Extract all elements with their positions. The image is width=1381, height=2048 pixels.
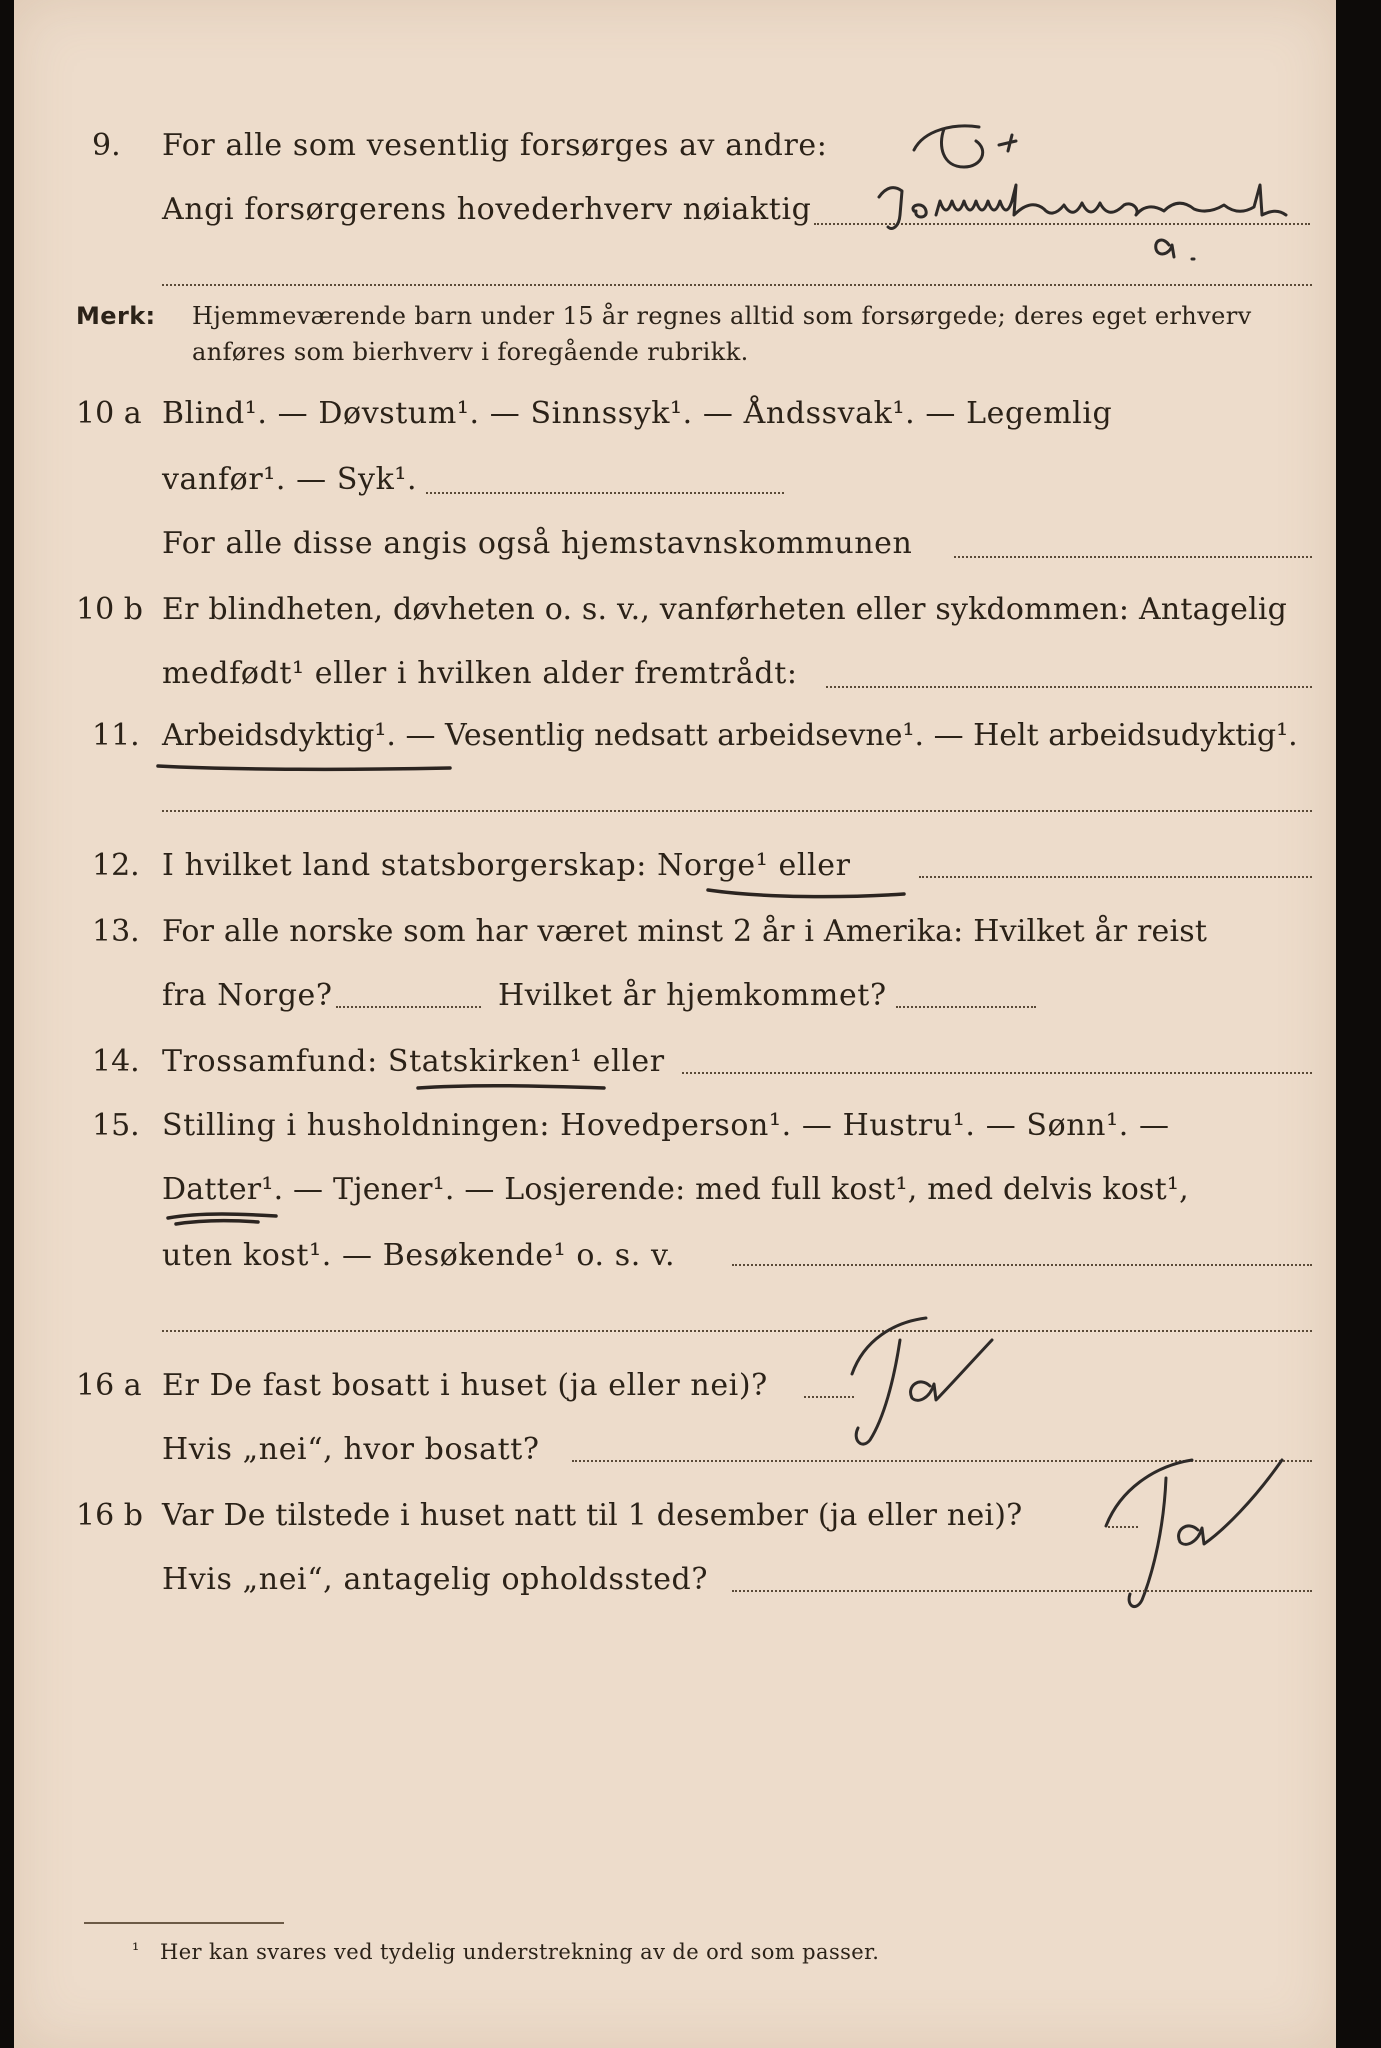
q13-departure-line[interactable] — [336, 1006, 481, 1008]
q13-line2a: fra Norge? — [162, 978, 333, 1013]
q11-number: 11. — [92, 718, 140, 753]
q14-line1: Trossamfund: Statskirken¹ eller — [162, 1044, 665, 1079]
q15-line2: Datter¹. — Tjener¹. — Losjerende: med full kost¹, med delvis kost¹, — [162, 1172, 1189, 1207]
q9-line1: For alle som vesentlig forsørges av andre: — [162, 128, 828, 163]
q16b-line2: Hvis „nei“, antagelig opholdssted? — [162, 1562, 709, 1597]
q15-number: 15. — [92, 1108, 140, 1143]
q9-line2: Angi forsørgerens hovederhverv nøiaktig — [162, 192, 812, 227]
q15-underline-datter — [162, 1206, 282, 1230]
q16b-number: 16 b — [76, 1498, 143, 1533]
q12-answer-line[interactable] — [919, 876, 1312, 878]
q14-underline-statskirken — [414, 1080, 614, 1100]
note-line2: anføres som bierhverv i foregående rubrikk. — [192, 338, 749, 366]
q10b-answer-line[interactable] — [826, 686, 1312, 688]
q16a-line1: Er De fast bosatt i huset (ja eller nei)? — [162, 1368, 768, 1403]
q16b-line1: Var De tilstede i huset natt til 1 desember (ja eller nei)? — [162, 1498, 1023, 1533]
q10b-line1: Er blindheten, døvheten o. s. v., vanførheten eller sykdommen: Antagelig — [162, 592, 1288, 627]
footnote-rule — [84, 1922, 284, 1924]
q9-number: 9. — [92, 128, 121, 163]
q13-return-line[interactable] — [896, 1006, 1036, 1008]
q15-line3: uten kost¹. — Besøkende¹ o. s. v. — [162, 1238, 676, 1273]
q14-answer-line[interactable] — [682, 1072, 1312, 1074]
q9-handwritten-occupation — [874, 175, 1334, 285]
q11-underline-arbeidsdyktig — [154, 758, 464, 778]
footnote-text: Her kan svares ved tydelig understrekning av de ord som passer. — [160, 1940, 880, 1964]
q13-line1: For alle norske som har været minst 2 år i Amerika: Hvilket år reist — [162, 914, 1208, 949]
note-line1: Hjemmeværende barn under 15 år regnes alltid som forsørgede; deres eget erhverv — [192, 302, 1252, 330]
q10b-number: 10 b — [76, 592, 143, 627]
census-form-page — [14, 0, 1336, 2048]
q15-extra-line[interactable] — [162, 1330, 1312, 1332]
q16a-number: 16 a — [76, 1368, 142, 1403]
q13-number: 13. — [92, 914, 140, 949]
q16b-whereabouts-line[interactable] — [732, 1590, 1312, 1592]
q10a-line2: vanfør¹. — Syk¹. — [162, 462, 418, 497]
q12-line1: I hvilket land statsborgerskap: Norge¹ eller — [162, 848, 851, 883]
q15-answer-line[interactable] — [732, 1264, 1312, 1266]
q16a-handwritten-answer — [834, 1300, 1014, 1450]
q10a-answer-line[interactable] — [426, 492, 784, 494]
q13-line2b: Hvilket år hjemkommet? — [498, 978, 887, 1013]
q14-number: 14. — [92, 1044, 140, 1079]
q10a-line1: Blind¹. — Døvstum¹. — Sinnssyk¹. — Åndssvak¹. — Legemlig — [162, 396, 1113, 431]
q10a-municipality-line[interactable] — [954, 556, 1312, 558]
q11-extra-line[interactable] — [162, 810, 1312, 812]
footnote-mark: ¹ — [132, 1940, 140, 1961]
q12-number: 12. — [92, 848, 140, 883]
q9-handwritten-answer — [904, 105, 1034, 185]
q10a-line3: For alle disse angis også hjemstavnskommunen — [162, 526, 913, 561]
q16a-line2: Hvis „nei“, hvor bosatt? — [162, 1432, 540, 1467]
q15-line1: Stilling i husholdningen: Hovedperson¹. — Hustru¹. — Sønn¹. — — [162, 1108, 1170, 1143]
q10a-number: 10 a — [76, 396, 142, 431]
q12-underline-norge — [704, 886, 914, 906]
q11-line1: Arbeidsdyktig¹. — Vesentlig nedsatt arbeidsevne¹. — Helt arbeidsudyktig¹. — [162, 718, 1298, 753]
q10b-line2: medfødt¹ eller i hvilken alder fremtrådt: — [162, 656, 798, 691]
note-label: Merk: — [76, 302, 156, 330]
